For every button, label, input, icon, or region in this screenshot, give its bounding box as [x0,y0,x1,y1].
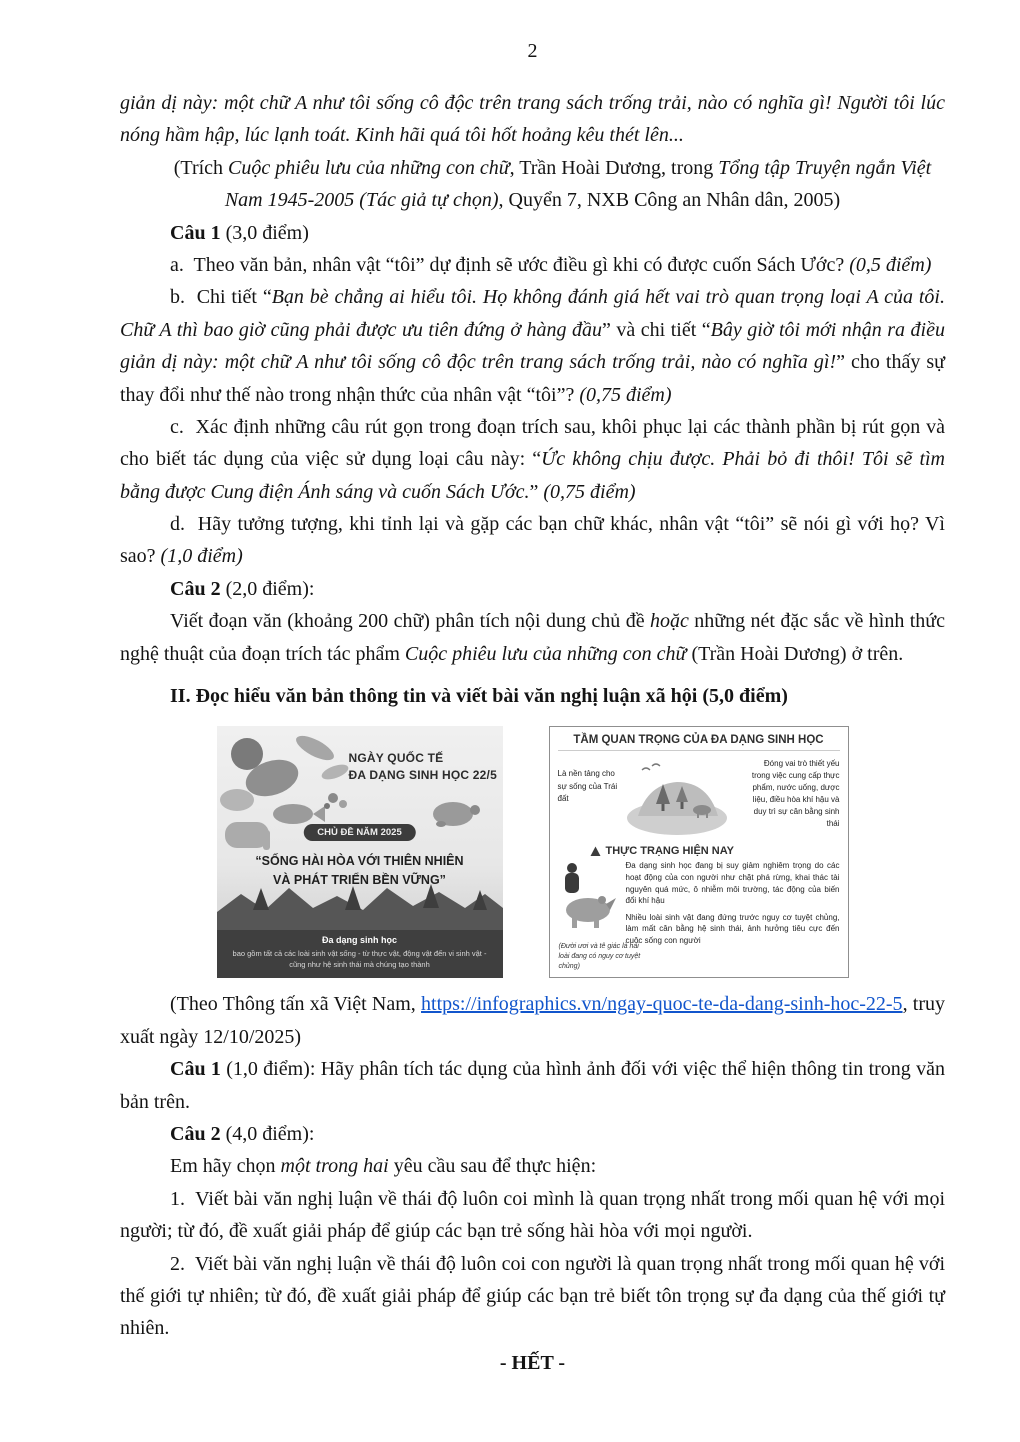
text-segment: (2,0 điểm): [220,577,315,600]
text-segment: , Trần Hoài Dương, trong [509,156,719,179]
source-citation [120,152,945,217]
text-segment: - HẾT - [499,1351,566,1374]
igr-current-status-heading [590,845,840,857]
text-segment: (0,75 điểm) [579,383,672,406]
text-segment: Cuộc phiêu lưu của những con chữ [228,156,510,179]
rhino-illustration [558,860,620,951]
text-segment: (4,0 điểm): [220,1122,315,1145]
option-1 [120,1183,945,1248]
igr-status-section [558,860,840,951]
question-a [120,249,945,281]
end-marker [120,1347,945,1379]
text-segment: Bây giờ tôi mới nhận ra điều giản dị này: một chữ A như tôi sống cô độc trên trang sách trống trải, nào có nghĩa gì! [120,318,945,374]
text-segment: , truy xuất ngày 12/10/2025) [120,993,946,1048]
earth-illustration [618,754,744,842]
question-b [120,281,945,411]
igr-caption: (Đười ươi và tê giác là hai loài đang có nguy cơ tuyệt chủng) [558,943,641,971]
text-segment: Bạn bè chẳng ai hiểu tôi. Họ không đánh giá hết vai trò quan trọng loại A của tôi. Chữ A thì bao giờ cũng phải được ưu tiên đứng ở hàng đầu [120,286,945,341]
igl-title-line1: NGÀY QUỐC TẾ [348,751,444,766]
igr-left-label: Là nền tảng cho sự sống của Trái đất [557,769,618,804]
option-2 [120,1248,945,1345]
page-number: 2 [527,40,538,62]
text-segment: Câu 2 [170,577,221,600]
igr-paragraphs [626,860,840,951]
text-segment: (1,0 điểm): Hãy phân tích tác dụng của hình ảnh đối với việc thể hiện thông tin trong văn bản trên. [120,1058,945,1113]
igr-right-text: Đóng vai trò thiết yếu trong việc cung cấp thực phẩm, nước uống, dược liệu, điều hòa khí hậu và duy trì sự cân bằng sinh thái [751,759,840,829]
text-segment: b. Chi tiết “ [170,286,272,309]
text-segment: yêu cầu sau để thực hiện: [388,1155,597,1178]
igl-footer-line2: cũng như hệ sinh thái mà chúng tạo thành [289,960,430,970]
text-segment: (0,75 điểm) [543,480,636,503]
text-segment: Tổng tập Truyện ngắn Việt Nam 1945-2005 (Tác giả tự chọn) [224,156,932,212]
igl-footer-line1: bao gồm tất cả các loài sinh vật sống - từ thực vật, động vật đến vi sinh vật - [232,948,487,958]
text-segment: (Theo Thông tấn xã Việt Nam, [170,993,422,1016]
text-segment: II. Đọc hiểu văn bản thông tin và viết bài văn nghị luận xã hội (5,0 điểm) [170,685,788,708]
text-segment: ” cho thấy sự thay đổi như thế nào trong nhận thức của nhân vật “tôi”? [120,351,946,406]
part2-cau2-intro [120,1150,945,1182]
text-segment: Ức không chịu được. Phải bỏ đi thôi! Tôi sẽ tìm bằng được Cung điện Ánh sáng và cuốn Sách Ước. [120,448,945,503]
text-segment: (1,0 điểm) [160,545,243,568]
text-segment: (0,5 điểm) [849,253,932,276]
igr-importance-section [558,754,840,842]
igl-footer [217,930,503,978]
text-segment: 2. Viết bài văn nghị luận về thái độ luôn coi con người là quan trọng nhất trong mối quan hệ với thế giới tự nhiên; từ đó, đề xuất giải pháp để giúp các bạn trẻ biết tôn trọng sự đa dạng của thế giới tự nhiên. [120,1252,945,1340]
igl-theme-quote [217,852,503,890]
source-url-link[interactable]: https://infographics.vn/ngay-quoc-te-da-dang-sinh-hoc-22-5 [421,993,903,1016]
text-segment: (3,0 điểm) [220,221,309,244]
cau2-body [120,605,945,670]
text-segment: Em hãy chọn [170,1155,281,1178]
text-segment: Câu 2 [170,1122,221,1145]
igl-title-line2: ĐA DẠNG SINH HỌC 22/5 [348,768,497,783]
igr-para2: Nhiều loài sinh vật đang đứng trước nguy cơ tuyệt chủng, làm mất cân bằng hệ sinh thái, ảnh hưởng tiêu cực đến cuộc sống con người [625,912,840,945]
section2-heading [120,680,945,712]
infographic-biodiversity-day [217,726,503,978]
body-text-bottom [120,988,945,1379]
igl-theme-label: CHỦ ĐỀ NĂM 2025 [303,824,415,841]
cau2-heading [120,573,945,605]
igl-footer-title: Đa dạng sinh học [321,935,397,946]
text-segment: ” và chi tiết “ [602,318,711,341]
image-source [120,988,945,1053]
infographic-row [120,726,945,978]
text-segment: a. Theo văn bản, nhân vật “tôi” dự định sẽ ước điều gì khi có được cuốn Sách Ước? [170,253,850,276]
question-c [120,411,945,508]
text-segment: Câu 1 [170,221,221,244]
warning-icon [590,846,601,857]
text-segment: ” [529,480,544,503]
text-segment: , Quyển 7, NXB Công an Nhân dân, 2005) [498,189,841,212]
text-segment: những nét đặc sắc về hình thức nghệ thuật của đoạn trích tác phẩm [120,610,946,665]
text-segment: (Trích [173,156,229,179]
text-segment: giản dị này: một chữ A như tôi sống cô độc trên trang sách trống trải, nào có nghĩa gì! Người tôi lúc nóng hầm hập, lúc lạnh toát. Kinh hãi quá tôi hốt hoảng kêu thét lên... [120,92,945,147]
text-segment: hoặc [649,610,689,633]
continuation-paragraph [120,87,945,152]
part2-cau2-heading [120,1118,945,1150]
text-segment: 1. Viết bài văn nghị luận về thái độ luôn coi mình là quan trọng nhất trong mối quan hệ với mọi người; từ đó, đề xuất giải pháp để giúp các bạn trẻ sống hài hòa với mọi người. [120,1187,945,1243]
text-segment: Câu 1 [170,1058,221,1081]
text-segment: (Trần Hoài Dương) ở trên. [686,642,904,665]
igl-quote-line2: VÀ PHÁT TRIỂN BỀN VỮNG” [273,873,446,888]
text-segment: d. Hãy tưởng tượng, khi tỉnh lại và gặp các bạn chữ khác, nhân vật “tôi” sẽ nói gì với họ? Vì sao? [120,513,945,568]
text-segment: Cuộc phiêu lưu của những con chữ [404,642,687,665]
igl-title [349,750,497,784]
text-segment: một trong hai [280,1155,389,1178]
igr-sec2-title: THỰC TRẠNG HIỆN NAY [605,845,735,858]
cau1-heading [120,217,945,249]
part2-cau1 [120,1053,945,1118]
body-text-top [120,87,945,712]
question-d [120,508,945,573]
igl-quote-line1: “SỐNG HÀI HÒA VỚI THIÊN NHIÊN [255,854,464,869]
text-segment: Viết đoạn văn (khoảng 200 chữ) phân tích nội dung chủ đề [170,610,650,633]
infographic-importance [549,726,849,978]
text-segment: c. Xác định những câu rút gọn trong đoạn trích sau, khôi phục lại các thành phần bị rút gọn và cho biết tác dụng của việc sử dụng loại câu này: “ [120,415,945,471]
igr-para1: Đa dạng sinh học đang bị suy giảm nghiêm trọng do các hoạt động của con người như chặt phá rừng, khai thác tài nguyên quá mức, ô nhiễm môi trường, tác động của biến đổi khí hậu [625,861,840,906]
igr-title: TẦM QUAN TRỌNG CỦA ĐA DẠNG SINH HỌC [558,732,840,751]
